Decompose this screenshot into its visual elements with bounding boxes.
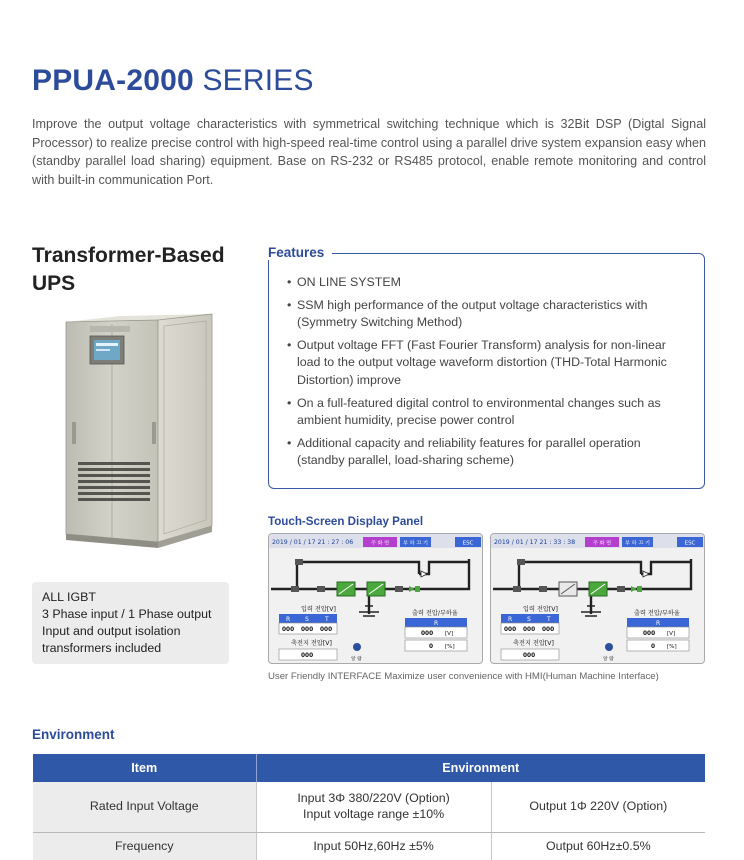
spec-line: ALL IGBT xyxy=(42,590,96,604)
output-voltage-unit: [V] xyxy=(445,631,454,637)
input-r-value: 000 xyxy=(282,627,295,633)
environment-table xyxy=(33,754,705,860)
feature-item: • Additional capacity and reliability features for parallel operation (standby parallel, load-sharing scheme) xyxy=(287,435,687,469)
output-load-unit: [%] xyxy=(445,644,455,650)
product-name xyxy=(32,242,225,298)
input-t-value: 000 xyxy=(542,627,555,633)
feature-item: • On a full-featured digital control to environmental changes such as ambient humidity, precise power control xyxy=(287,395,687,429)
panel-timestamp: 2019 / 01 / 17 21 : 33 : 38 xyxy=(494,539,576,546)
display-panel-2 xyxy=(490,533,705,664)
alarm-label: 알 람 xyxy=(603,657,614,662)
input-line: Input voltage range ±10% xyxy=(303,806,445,821)
row-item: Frequency xyxy=(33,832,256,860)
output-voltage-unit: [V] xyxy=(667,631,676,637)
features-title: Features xyxy=(268,245,332,260)
output-phase-r: R xyxy=(656,620,661,627)
output-label: 출력 전압/부하율 xyxy=(412,610,458,617)
output-load-value: 0 xyxy=(429,644,434,650)
row-output: Output 1Φ 220V (Option) xyxy=(491,782,705,832)
output-label: 출력 전압/부하율 xyxy=(634,610,680,617)
input-line: Input 3Φ 380/220V (Option) xyxy=(297,791,450,806)
series-label: SERIES xyxy=(202,64,314,97)
phase-s-label: S xyxy=(305,616,309,623)
environment-title: Environment xyxy=(32,727,115,742)
alarm-icon[interactable] xyxy=(353,643,361,651)
ups-cabinet-image xyxy=(60,312,220,550)
output-load-unit: [%] xyxy=(667,644,677,650)
input-s-value: 000 xyxy=(523,627,536,633)
phase-t-label: T xyxy=(325,616,329,623)
row-input-cell xyxy=(256,832,491,860)
input-voltage-label: 입력 전압[V] xyxy=(301,606,336,613)
esc-button-label: ESC xyxy=(462,540,474,547)
main-screen-button-label: 주 화 면 xyxy=(592,540,612,547)
product-description: Improve the output voltage characteristics with symmetrical switching technique which is 32Bit DSP (Digtal Signal Processor) to realize precise control with high-speed real-time control using a parallel drive system expansion easy when (standby parallel load sharing) equipment. Base on RS-232 or RS485 protocol, enable remote monitoring and control with built-in communication Port. xyxy=(32,117,706,187)
model-name: PPUA-2000 xyxy=(32,64,194,97)
phase-t-label: T xyxy=(547,616,551,623)
row-input-cell xyxy=(256,782,491,832)
page-title xyxy=(32,64,314,98)
header-item: Item xyxy=(33,754,256,782)
phase-r-label: R xyxy=(286,616,291,623)
header-environment: Environment xyxy=(256,754,705,782)
output-phase-r: R xyxy=(434,620,439,627)
touch-screen-caption: User Friendly INTERFACE Maximize user convenience with HMI(Human Machine Interface) xyxy=(268,671,659,682)
phase-r-label: R xyxy=(508,616,513,623)
battery-voltage-label: 축전지 전압[V] xyxy=(513,640,554,647)
panel-timestamp: 2019 / 01 / 17 21 : 27 : 06 xyxy=(272,539,354,546)
input-s-value: 000 xyxy=(301,627,314,633)
esc-button-label: ESC xyxy=(684,540,696,547)
phase-s-label: S xyxy=(527,616,531,623)
features-list xyxy=(287,274,687,475)
spec-line: 3 Phase input / 1 Phase output xyxy=(42,607,212,621)
input-t-value: 000 xyxy=(320,627,333,633)
feature-item: • SSM high performance of the output voltage characteristics with (Symmetry Switching Method) xyxy=(287,297,687,331)
ups-cabinet-illustration xyxy=(60,312,220,550)
row-item: Rated Input Voltage xyxy=(33,782,256,832)
table-row xyxy=(33,832,705,860)
static-switch-icon xyxy=(409,586,415,592)
output-voltage-value: 000 xyxy=(421,631,434,637)
feature-item: • ON LINE SYSTEM xyxy=(287,274,687,291)
product-name-line2: UPS xyxy=(32,272,76,295)
battery-voltage-label: 축전지 전압[V] xyxy=(291,640,332,647)
input-voltage-label: 입력 전압[V] xyxy=(523,606,558,613)
feature-item: • Output voltage FFT (Fast Fourier Transform) analysis for non-linear load to the output voltage waveform distortion (THD-Total Harmonic Distortion) improve xyxy=(287,337,687,389)
alarm-label: 알 람 xyxy=(351,657,362,662)
input-line: Input 50Hz,60Hz ±5% xyxy=(313,839,434,854)
alarm-icon[interactable] xyxy=(605,643,613,651)
output-voltage-value: 000 xyxy=(643,631,656,637)
product-name-line1: Transformer-Based xyxy=(32,244,225,267)
touch-screen-title: Touch-Screen Display Panel xyxy=(268,515,424,528)
static-switch-icon xyxy=(631,586,637,592)
spec-line: Input and output isolation xyxy=(42,624,181,638)
main-screen-button-label: 주 화 면 xyxy=(370,540,390,547)
display-panel-2-screen xyxy=(491,534,705,664)
load-off-button-label: 부 하 끄 기 xyxy=(403,540,428,547)
load-off-button-label: 부 하 끄 기 xyxy=(625,540,650,547)
table-row xyxy=(33,782,705,832)
row-output: Output 60Hz±0.5% xyxy=(491,832,705,860)
spec-line: transformers included xyxy=(42,641,162,655)
display-panel-1-screen xyxy=(269,534,483,664)
display-panel-1 xyxy=(268,533,483,664)
battery-voltage-value: 000 xyxy=(301,653,314,659)
spec-summary-box xyxy=(32,582,229,664)
table-header-row xyxy=(33,754,705,782)
battery-voltage-value: 000 xyxy=(523,653,536,659)
input-r-value: 000 xyxy=(504,627,517,633)
output-load-value: 0 xyxy=(651,644,656,650)
